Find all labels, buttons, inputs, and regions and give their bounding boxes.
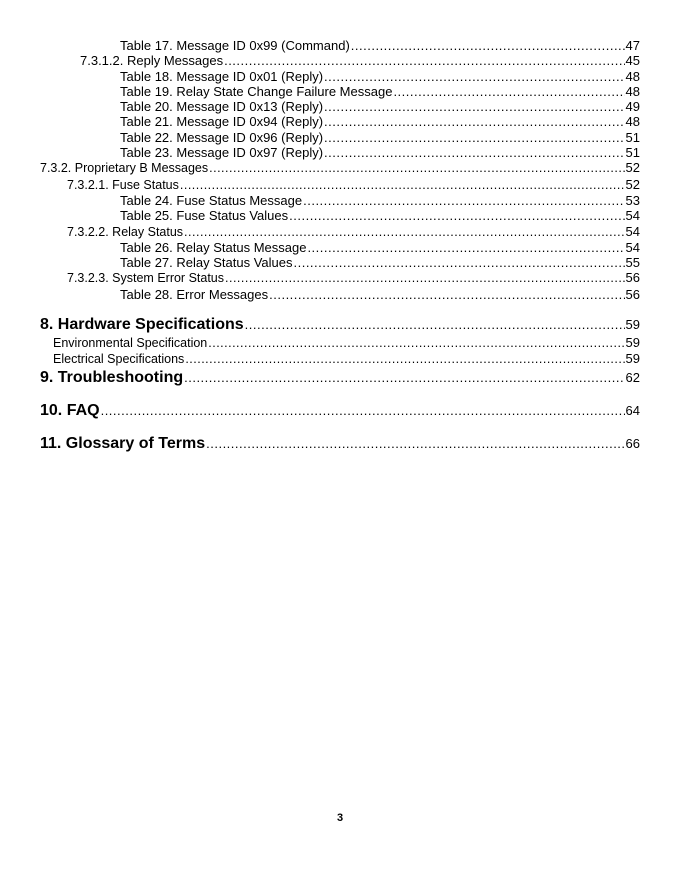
toc-entry-page: 59 xyxy=(625,351,640,367)
toc-dot-leader xyxy=(245,315,625,335)
toc-entry-title: Table 26. Relay Status Message xyxy=(120,239,307,255)
toc-entry[interactable] xyxy=(40,335,640,351)
toc-dot-leader xyxy=(324,130,624,145)
toc-entry-title: Table 25. Fuse Status Values xyxy=(120,208,289,224)
toc-dot-leader xyxy=(289,208,624,223)
toc-entry-title: Table 27. Relay Status Values xyxy=(120,255,293,271)
toc-entry-title: Table 17. Message ID 0x99 (Command) xyxy=(120,38,350,53)
toc-entry[interactable] xyxy=(40,84,640,99)
toc-entry[interactable] xyxy=(40,401,640,421)
toc-entry-title: 7.3.2. Proprietary B Messages xyxy=(40,161,209,176)
toc-entry-page: 48 xyxy=(625,114,640,130)
toc-entry-title: Environmental Specification xyxy=(53,336,208,351)
toc-entry-page: 49 xyxy=(625,99,640,115)
toc-dot-leader xyxy=(185,352,624,367)
toc-entry-title: 11. Glossary of Terms xyxy=(40,434,206,452)
toc-dot-leader xyxy=(307,240,624,255)
toc-entry-title: Table 23. Message ID 0x97 (Reply) xyxy=(120,145,324,161)
toc-entry-page: 48 xyxy=(625,68,640,84)
toc-entry[interactable] xyxy=(40,193,640,208)
toc-dot-leader xyxy=(303,193,624,208)
toc-entry[interactable] xyxy=(40,255,640,270)
toc-entry[interactable] xyxy=(40,434,640,454)
toc-entry-page: 54 xyxy=(625,239,640,255)
toc-entry[interactable] xyxy=(40,351,640,367)
toc-entry[interactable] xyxy=(40,315,640,335)
table-of-contents xyxy=(40,38,640,454)
toc-dot-leader xyxy=(351,38,625,53)
toc-dot-leader xyxy=(393,84,624,99)
toc-entry-page: 51 xyxy=(625,129,640,145)
toc-dot-leader xyxy=(184,368,624,388)
toc-entry-title: 7.3.2.1. Fuse Status xyxy=(67,177,179,192)
toc-entry[interactable] xyxy=(40,177,640,193)
toc-entry[interactable] xyxy=(40,270,640,286)
toc-entry-page: 53 xyxy=(625,192,640,208)
toc-entry-page: 48 xyxy=(625,83,640,99)
toc-entry-page: 52 xyxy=(625,160,640,176)
toc-dot-leader xyxy=(324,99,624,114)
toc-entry-page: 59 xyxy=(625,335,640,351)
toc-entry-page: 52 xyxy=(625,176,640,192)
toc-entry-title: Table 28. Error Messages xyxy=(120,286,269,302)
toc-entry-title: 7.3.2.3. System Error Status xyxy=(67,271,225,286)
toc-dot-leader xyxy=(293,255,624,270)
page-number: 3 xyxy=(336,812,344,824)
toc-entry-page: 66 xyxy=(625,435,640,451)
toc-entry[interactable] xyxy=(40,53,640,68)
toc-entry[interactable] xyxy=(40,114,640,129)
toc-entry-page: 56 xyxy=(625,270,640,286)
toc-entry-title: Table 20. Message ID 0x13 (Reply) xyxy=(120,99,324,115)
toc-entry-title: Table 21. Message ID 0x94 (Reply) xyxy=(120,114,324,130)
toc-entry-title: Table 18. Message ID 0x01 (Reply) xyxy=(120,68,324,84)
toc-entry-title: 8. Hardware Specifications xyxy=(40,316,244,334)
toc-entry-title: Table 24. Fuse Status Message xyxy=(120,192,303,208)
toc-dot-leader xyxy=(209,161,624,176)
toc-entry[interactable] xyxy=(40,287,640,302)
toc-entry-page: 54 xyxy=(625,208,640,224)
toc-dot-leader xyxy=(184,225,624,240)
toc-dot-leader xyxy=(208,336,624,351)
toc-entry-page: 54 xyxy=(625,223,640,239)
toc-entry[interactable] xyxy=(40,240,640,255)
toc-entry-title: 7.3.1.2. Reply Messages xyxy=(80,53,224,69)
toc-entry-page: 59 xyxy=(625,317,640,333)
toc-entry-page: 47 xyxy=(625,38,640,53)
toc-entry[interactable] xyxy=(40,69,640,84)
toc-entry[interactable] xyxy=(40,99,640,114)
toc-entry-page: 56 xyxy=(625,286,640,302)
toc-dot-leader xyxy=(324,69,624,84)
toc-entry-title: 9. Troubleshooting xyxy=(40,368,184,386)
toc-entry-page: 62 xyxy=(625,369,640,385)
toc-entry-title: 10. FAQ xyxy=(40,401,100,419)
toc-entry[interactable] xyxy=(40,224,640,240)
toc-entry-page: 45 xyxy=(625,53,640,69)
toc-dot-leader xyxy=(269,287,624,302)
toc-entry[interactable] xyxy=(40,368,640,388)
toc-entry-page: 55 xyxy=(625,255,640,271)
toc-entry[interactable] xyxy=(40,130,640,145)
toc-entry[interactable] xyxy=(40,38,640,53)
toc-entry-page: 64 xyxy=(625,402,640,418)
toc-entry-title: Table 19. Relay State Change Failure Message xyxy=(120,83,393,99)
toc-entry-page: 51 xyxy=(625,145,640,161)
toc-dot-leader xyxy=(206,434,624,454)
toc-entry-title: Table 22. Message ID 0x96 (Reply) xyxy=(120,129,324,145)
toc-dot-leader xyxy=(324,145,624,160)
toc-dot-leader xyxy=(224,53,624,68)
toc-entry[interactable] xyxy=(40,160,640,176)
toc-dot-leader xyxy=(324,114,624,129)
toc-dot-leader xyxy=(101,401,625,421)
toc-entry[interactable] xyxy=(40,208,640,223)
toc-dot-leader xyxy=(180,178,625,193)
toc-dot-leader xyxy=(225,271,625,286)
toc-entry-title: 7.3.2.2. Relay Status xyxy=(67,224,184,239)
toc-entry[interactable] xyxy=(40,145,640,160)
toc-entry-title: Electrical Specifications xyxy=(53,352,185,367)
